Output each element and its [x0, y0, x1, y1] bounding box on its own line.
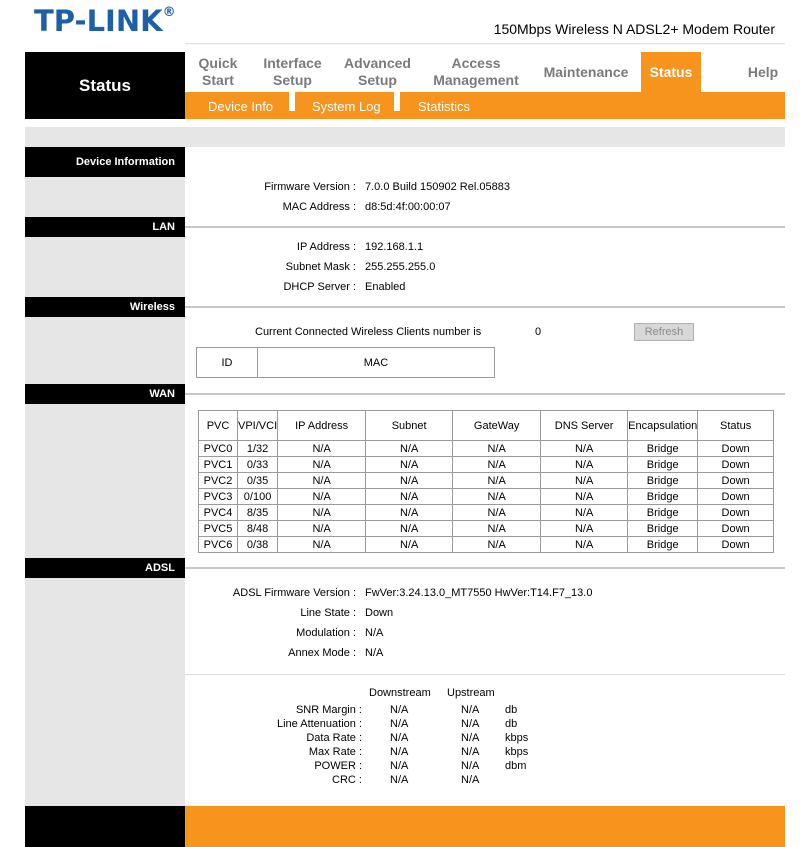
table-cell: Down: [698, 505, 774, 521]
table-cell: Bridge: [628, 521, 698, 537]
table-cell: PVC3: [199, 489, 238, 505]
col-header: DNS Server: [541, 411, 628, 441]
table-cell: PVC0: [199, 441, 238, 457]
ip-address-label: IP Address :: [296, 241, 356, 253]
section-divider: [185, 306, 785, 308]
col-header: Status: [698, 411, 774, 441]
footer-left-block: [25, 806, 185, 847]
downstream-header: Downstream: [369, 687, 431, 699]
table-cell: Down: [698, 457, 774, 473]
wireless-clients-count: 0: [535, 326, 542, 338]
table-cell: N/A: [541, 441, 628, 457]
header-divider: [185, 43, 785, 44]
upstream-header: Upstream: [447, 687, 495, 699]
col-header: VPI/VCI: [238, 411, 278, 441]
data-rate-unit: kbps: [505, 732, 529, 744]
power-label: POWER :: [314, 760, 362, 772]
table-cell: Bridge: [628, 441, 698, 457]
annex-mode-value: N/A: [365, 647, 384, 659]
table-cell: N/A: [366, 537, 453, 553]
modulation-label: Modulation :: [296, 627, 356, 639]
subtab-device-info[interactable]: Device Info: [208, 99, 274, 114]
table-cell: N/A: [453, 473, 541, 489]
footer-bar: [185, 806, 785, 847]
table-cell: N/A: [541, 537, 628, 553]
max-rate-up: N/A: [461, 746, 480, 758]
table-cell: N/A: [366, 489, 453, 505]
line-attenuation-label: Line Attenuation :: [276, 718, 362, 730]
tab-advanced-setup[interactable]: Advanced Setup: [344, 55, 411, 88]
table-cell: N/A: [278, 441, 366, 457]
table-cell: Bridge: [628, 537, 698, 553]
table-row: [199, 441, 774, 457]
tab-help[interactable]: Help: [747, 63, 779, 80]
dhcp-server-label: DHCP Server :: [283, 281, 356, 293]
table-cell: N/A: [366, 441, 453, 457]
col-header: IP Address: [278, 411, 366, 441]
modulation-value: N/A: [365, 627, 384, 639]
table-cell: N/A: [453, 537, 541, 553]
table-cell: PVC6: [199, 537, 238, 553]
table-cell: 1/32: [238, 441, 278, 457]
snr-margin-label: SNR Margin :: [295, 704, 362, 716]
section-label-wireless: Wireless: [25, 297, 185, 317]
col-header: Encapsulation: [628, 411, 698, 441]
table-cell: 0/100: [238, 489, 278, 505]
col-header: PVC: [199, 411, 238, 441]
table-cell: 8/35: [238, 505, 278, 521]
table-header-id: ID: [197, 348, 258, 378]
crc-label: CRC :: [332, 774, 362, 786]
table-cell: 8/48: [238, 521, 278, 537]
section-label-lan: LAN: [25, 217, 185, 237]
table-cell: N/A: [453, 457, 541, 473]
table-cell: PVC5: [199, 521, 238, 537]
table-cell: N/A: [453, 505, 541, 521]
table-cell: 0/38: [238, 537, 278, 553]
subnet-mask-value: 255.255.255.0: [365, 261, 436, 273]
line-attenuation-up: N/A: [461, 718, 480, 730]
table-cell: N/A: [453, 521, 541, 537]
power-up: N/A: [461, 760, 480, 772]
snr-margin-down: N/A: [390, 704, 409, 716]
table-cell: Down: [698, 441, 774, 457]
line-state-value: Down: [365, 607, 394, 619]
table-cell: PVC4: [199, 505, 238, 521]
table-cell: N/A: [278, 457, 366, 473]
left-column: [25, 147, 185, 806]
subtab-separator: [394, 92, 400, 111]
annex-mode-label: Annex Mode :: [288, 647, 356, 659]
table-row: [199, 521, 774, 537]
table-cell: N/A: [278, 521, 366, 537]
table-cell: Bridge: [628, 457, 698, 473]
section-divider: [185, 567, 785, 569]
tp-link-logo: TP-LINK®: [34, 4, 176, 38]
content-top-band: [25, 127, 785, 147]
wan-table: [198, 410, 774, 553]
crc-down: N/A: [390, 774, 409, 786]
col-header: Subnet: [366, 411, 453, 441]
data-rate-down: N/A: [390, 732, 409, 744]
table-cell: N/A: [541, 521, 628, 537]
line-attenuation-down: N/A: [390, 718, 409, 730]
snr-margin-up: N/A: [461, 704, 480, 716]
section-label-device-info: Device Information: [25, 147, 185, 177]
table-cell: N/A: [366, 473, 453, 489]
table-cell: N/A: [278, 473, 366, 489]
table-header-row: [199, 411, 774, 441]
section-label-wan: WAN: [25, 384, 185, 404]
current-section-title: Status: [25, 52, 185, 119]
power-unit: dbm: [505, 760, 527, 772]
table-cell: 0/33: [238, 457, 278, 473]
table-cell: Bridge: [628, 489, 698, 505]
subnet-mask-label: Subnet Mask :: [285, 261, 356, 273]
crc-up: N/A: [461, 774, 480, 786]
sub-nav: [185, 92, 785, 119]
refresh-button[interactable]: Refresh: [634, 323, 694, 341]
adsl-stats-divider: [185, 674, 785, 675]
table-cell: Bridge: [628, 473, 698, 489]
table-cell: N/A: [541, 457, 628, 473]
table-row: [199, 537, 774, 553]
line-state-label: Line State :: [300, 607, 356, 619]
max-rate-label: Max Rate :: [308, 746, 362, 758]
tab-status[interactable]: Status: [641, 52, 701, 92]
max-rate-down: N/A: [390, 746, 409, 758]
table-row: [199, 473, 774, 489]
mac-address-label: MAC Address :: [282, 201, 356, 213]
subtab-separator: [289, 92, 295, 111]
firmware-version-label: Firmware Version :: [264, 181, 356, 193]
table-header-mac: MAC: [258, 348, 495, 378]
table-cell: Bridge: [628, 505, 698, 521]
table-cell: PVC2: [199, 473, 238, 489]
wireless-clients-table: [196, 347, 495, 378]
table-row: [199, 505, 774, 521]
section-divider: [185, 393, 785, 395]
table-cell: N/A: [278, 505, 366, 521]
table-cell: Down: [698, 473, 774, 489]
tab-access-management[interactable]: Access Management: [433, 55, 519, 88]
table-cell: Down: [698, 489, 774, 505]
power-down: N/A: [390, 760, 409, 772]
table-cell: N/A: [366, 457, 453, 473]
table-cell: Down: [698, 537, 774, 553]
adsl-firmware-value: FwVer:3.24.13.0_MT7550 HwVer:T14.F7_13.0: [365, 587, 593, 599]
wireless-clients-label: Current Connected Wireless Clients number is: [255, 326, 482, 338]
col-header: GateWay: [453, 411, 541, 441]
model-name: 150Mbps Wireless N ADSL2+ Modem Router: [493, 21, 775, 37]
snr-margin-unit: db: [505, 704, 518, 716]
max-rate-unit: kbps: [505, 746, 529, 758]
subtab-statistics[interactable]: Statistics: [418, 99, 471, 114]
table-cell: N/A: [453, 489, 541, 505]
table-cell: N/A: [541, 489, 628, 505]
line-attenuation-unit: db: [505, 718, 518, 730]
section-divider: [185, 226, 785, 228]
ip-address-value: 192.168.1.1: [365, 241, 424, 253]
table-cell: PVC1: [199, 457, 238, 473]
firmware-version-value: 7.0.0 Build 150902 Rel.05883: [365, 181, 510, 193]
mac-address-value: d8:5d:4f:00:00:07: [365, 201, 451, 213]
dhcp-server-value: Enabled: [365, 281, 406, 293]
table-cell: N/A: [278, 537, 366, 553]
section-label-adsl: ADSL: [25, 558, 185, 578]
table-cell: Down: [698, 521, 774, 537]
main-nav: [185, 52, 785, 92]
table-row: [199, 457, 774, 473]
table-cell: N/A: [541, 473, 628, 489]
tab-interface-setup[interactable]: Interface Setup: [263, 55, 322, 88]
tab-quick-start[interactable]: Quick Start: [198, 55, 238, 88]
table-cell: 0/35: [238, 473, 278, 489]
data-rate-label: Data Rate :: [306, 732, 362, 744]
table-cell: N/A: [366, 505, 453, 521]
table-cell: N/A: [366, 521, 453, 537]
data-rate-up: N/A: [461, 732, 480, 744]
table-cell: N/A: [453, 441, 541, 457]
table-cell: N/A: [541, 505, 628, 521]
tab-maintenance[interactable]: Maintenance: [543, 63, 629, 80]
subtab-system-log[interactable]: System Log: [312, 99, 381, 114]
table-cell: N/A: [278, 489, 366, 505]
adsl-firmware-label: ADSL Firmware Version :: [232, 587, 356, 599]
table-row: [199, 489, 774, 505]
